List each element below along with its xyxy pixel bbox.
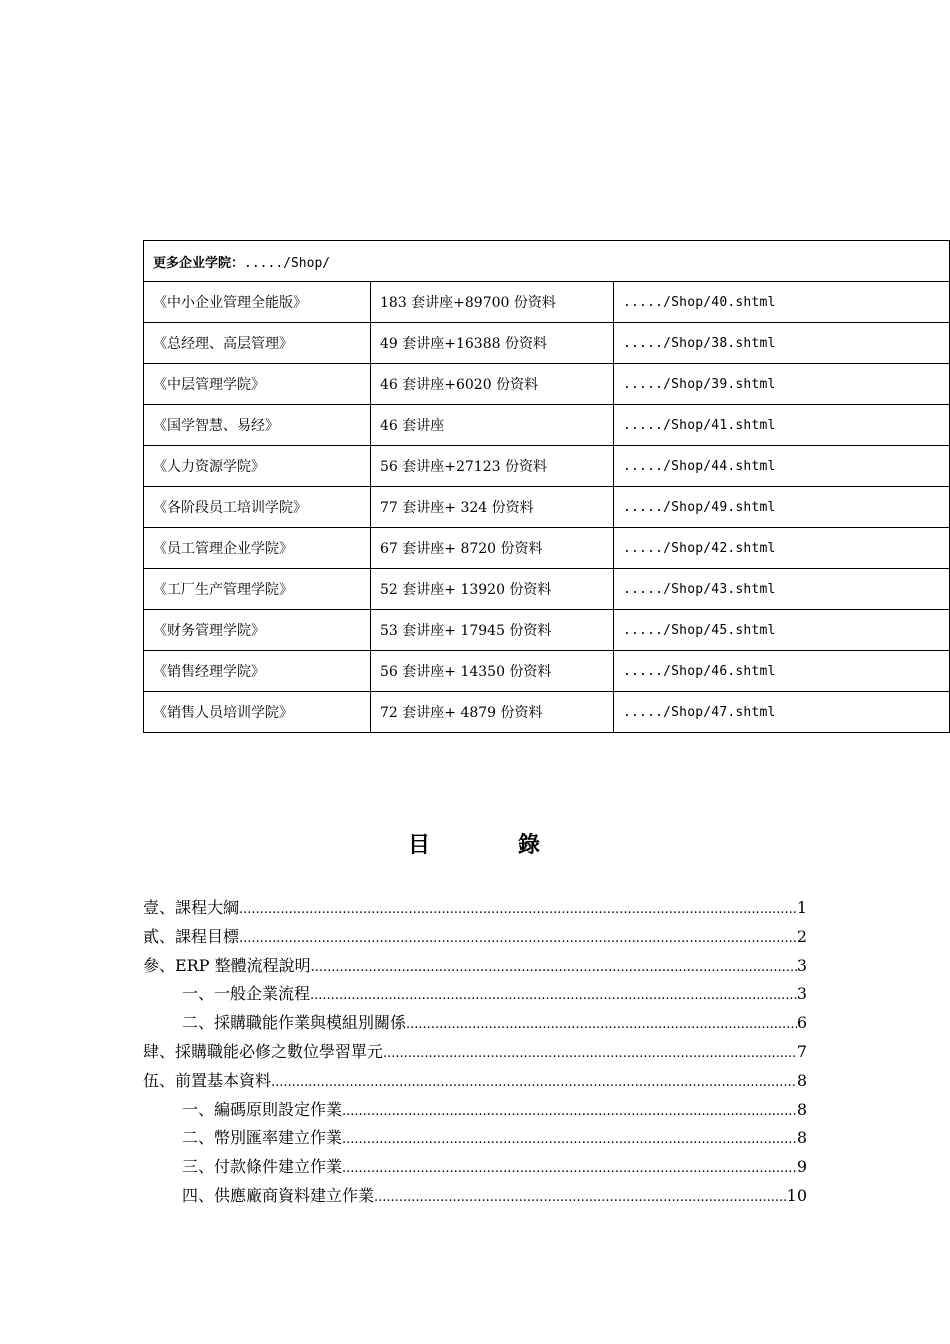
course-link[interactable]: ...../Shop/47.shtml <box>614 692 950 733</box>
course-count: 67 套讲座+ 8720 份资料 <box>371 528 614 569</box>
course-link[interactable]: ...../Shop/43.shtml <box>614 569 950 610</box>
course-link[interactable]: ...../Shop/40.shtml <box>614 282 950 323</box>
shop-header-cell <box>144 241 950 282</box>
toc-dot-leader <box>311 954 797 983</box>
table-row <box>144 323 950 364</box>
toc-entry-page: 7 <box>796 1041 807 1061</box>
toc-dot-leader <box>310 982 797 1011</box>
course-count: 52 套讲座+ 13920 份资料 <box>371 569 614 610</box>
table-row <box>144 692 950 733</box>
course-count: 46 套讲座+6020 份资料 <box>371 364 614 405</box>
toc-entry-label: 四、供應廠商資料建立作業 <box>182 1185 375 1205</box>
toc-entry-label: 參、ERP 整體流程說明 <box>143 955 311 975</box>
toc-dot-leader <box>239 896 797 925</box>
toc-entry-page: 8 <box>796 1099 807 1119</box>
toc-entry[interactable] <box>143 952 807 981</box>
toc-entry-label: 伍、前置基本資料 <box>143 1070 272 1090</box>
toc-dot-leader <box>406 1011 797 1040</box>
toc-entry-page: 8 <box>796 1128 807 1148</box>
shop-header-link[interactable]: ...../Shop/ <box>244 255 331 271</box>
table-row <box>144 282 950 323</box>
table-row <box>144 569 950 610</box>
toc-entry-label: 三、付款條件建立作業 <box>182 1157 343 1177</box>
course-count: 49 套讲座+16388 份资料 <box>371 323 614 364</box>
course-name: 《工厂生产管理学院》 <box>144 569 371 610</box>
toc-dot-leader <box>374 1184 787 1213</box>
toc-dot-leader <box>342 1155 797 1184</box>
course-name: 《中层管理学院》 <box>144 364 371 405</box>
toc-subentry[interactable] <box>143 980 807 1009</box>
course-link[interactable]: ...../Shop/46.shtml <box>614 651 950 692</box>
shop-table <box>143 240 950 733</box>
toc-entry-page: 10 <box>786 1185 807 1205</box>
toc-title-right: 錄 <box>518 833 541 858</box>
shop-header-label: 更多企业学院： <box>153 255 245 271</box>
course-link[interactable]: ...../Shop/41.shtml <box>614 405 950 446</box>
toc-entry-label: 二、幣別匯率建立作業 <box>182 1128 343 1148</box>
toc-dot-leader <box>271 1069 797 1098</box>
toc-subentry[interactable] <box>143 1182 807 1211</box>
toc-subentry[interactable] <box>143 1153 807 1182</box>
toc-dot-leader <box>342 1126 797 1155</box>
course-name: 《销售经理学院》 <box>144 651 371 692</box>
table-row <box>144 610 950 651</box>
course-name: 《中小企业管理全能版》 <box>144 282 371 323</box>
course-count: 56 套讲座+27123 份资料 <box>371 446 614 487</box>
course-count: 77 套讲座+ 324 份资料 <box>371 487 614 528</box>
course-count: 72 套讲座+ 4879 份资料 <box>371 692 614 733</box>
course-link[interactable]: ...../Shop/39.shtml <box>614 364 950 405</box>
toc-entry-page: 9 <box>796 1157 807 1177</box>
course-name: 《员工管理企业学院》 <box>144 528 371 569</box>
course-count: 53 套讲座+ 17945 份资料 <box>371 610 614 651</box>
course-name: 《销售人员培训学院》 <box>144 692 371 733</box>
course-count: 56 套讲座+ 14350 份资料 <box>371 651 614 692</box>
table-row <box>144 446 950 487</box>
shop-header-row <box>144 241 950 282</box>
toc-entry-label: 貳、課程目標 <box>143 926 240 946</box>
toc-entry-page: 3 <box>796 984 807 1004</box>
table-row <box>144 651 950 692</box>
toc-dot-leader <box>342 1098 797 1127</box>
toc-entry-page: 6 <box>796 1013 807 1033</box>
toc-title <box>0 828 950 858</box>
toc-entry[interactable] <box>143 894 807 923</box>
course-link[interactable]: ...../Shop/44.shtml <box>614 446 950 487</box>
toc-subentry[interactable] <box>143 1009 807 1038</box>
toc-entry-page: 3 <box>796 955 807 975</box>
toc-entry-page: 2 <box>796 926 807 946</box>
course-name: 《各阶段员工培训学院》 <box>144 487 371 528</box>
toc-subentry[interactable] <box>143 1124 807 1153</box>
course-name: 《财务管理学院》 <box>144 610 371 651</box>
table-of-contents <box>143 894 807 1211</box>
course-name: 《总经理、高层管理》 <box>144 323 371 364</box>
table-row <box>144 364 950 405</box>
table-row <box>144 528 950 569</box>
course-link[interactable]: ...../Shop/49.shtml <box>614 487 950 528</box>
course-count: 183 套讲座+89700 份资料 <box>371 282 614 323</box>
toc-entry[interactable] <box>143 1038 807 1067</box>
toc-entry[interactable] <box>143 1067 807 1096</box>
toc-entry-label: 二、採購職能作業與模組別關係 <box>182 1013 407 1033</box>
table-row <box>144 487 950 528</box>
toc-dot-leader <box>239 925 797 954</box>
course-link[interactable]: ...../Shop/45.shtml <box>614 610 950 651</box>
toc-subentry[interactable] <box>143 1096 807 1125</box>
course-count: 46 套讲座 <box>371 405 614 446</box>
toc-title-left: 目 <box>408 833 431 858</box>
course-link[interactable]: ...../Shop/42.shtml <box>614 528 950 569</box>
toc-entry-page: 1 <box>796 898 807 917</box>
toc-entry-label: 壹、課程大綱 <box>143 898 240 917</box>
course-name: 《人力资源学院》 <box>144 446 371 487</box>
toc-entry-label: 一、編碼原則設定作業 <box>182 1099 343 1119</box>
course-name: 《国学智慧、易经》 <box>144 405 371 446</box>
course-link[interactable]: ...../Shop/38.shtml <box>614 323 950 364</box>
toc-entry-label: 一、一般企業流程 <box>182 984 311 1004</box>
table-row <box>144 405 950 446</box>
toc-entry[interactable] <box>143 923 807 952</box>
toc-entry-page: 8 <box>796 1070 807 1090</box>
toc-entry-label: 肆、採購職能必修之數位學習單元 <box>143 1041 384 1061</box>
toc-dot-leader <box>383 1040 797 1069</box>
